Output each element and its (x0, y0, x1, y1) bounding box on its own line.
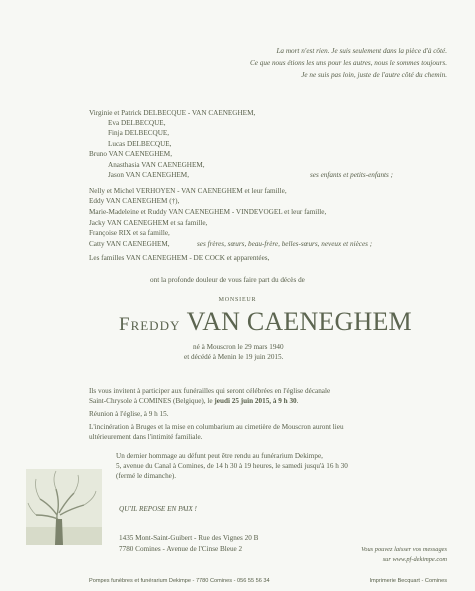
messages-link[interactable]: sur www.pf-dekimpe.com (382, 556, 447, 563)
footer-funeral-home: Pompes funèbres et funérarium Dekimpe - 7780 Comines - 056 55 56 34 (89, 578, 270, 584)
cremation-text: L'incinération à Bruges et la mise en columbarium au cimetière de Mouscron auront lieu (89, 423, 344, 431)
visitation-text: 5, avenue du Canal à Comines, de 14 h 30 à 19 heures, le samedi jusqu'à 16 h 30 (116, 462, 348, 470)
messages-text: Vous pouvez laisser vos messages (361, 546, 447, 553)
honorific: MONSIEUR (218, 297, 257, 303)
family-line: Finja DELBECQUE, (108, 129, 170, 137)
announcement: ont la profonde douleur de vous faire part du décès de (150, 276, 305, 284)
family-line: Jason VAN CAENEGHEM, (108, 171, 189, 179)
visitation-text: Un dernier hommage au défunt peut être rendu au funérarium Dekimpe, (116, 452, 323, 460)
poem-line: Je ne suis pas loin, juste de l'autre côté du chemin. (301, 71, 447, 79)
funeral-text: . (296, 397, 299, 405)
family-note: ses frères, sœurs, beau-frère, belles-sœurs, neveux et nièces ; (197, 240, 373, 248)
funeral-date: jeudi 25 juin 2015, à 9 h 30 (214, 397, 297, 405)
family-line: Les familles VAN CAENEGHEM - DE COCK et apparentées, (89, 254, 270, 262)
footer-printer: Imprimerie Becquart - Comines (369, 578, 447, 584)
poem-line: La mort n'est rien. Je suis seulement dans la pièce d'à côté. (276, 47, 447, 55)
family-line: Marie-Madeleine et Ruddy VAN CAENEGHEM - VINDEVOGEL et leur famille, (89, 208, 327, 216)
tree-icon (26, 469, 102, 545)
birth-date: né à Mouscron le 29 mars 1940 (193, 343, 284, 351)
cremation-text: ultérieurement dans l'intimité familiale. (89, 433, 203, 441)
visitation-text: (fermé le dimanche). (116, 472, 177, 480)
family-line: Virginie et Patrick DELBECQUE - VAN CAENEGHEM, (89, 109, 256, 117)
death-date: et décédé à Menin le 19 juin 2015. (184, 353, 284, 361)
gathering-time: Réunion à l'église, à 9 h 15. (89, 410, 169, 418)
family-line: Jacky VAN CAENEGHEM et sa famille, (89, 219, 208, 227)
family-line: Françoise RIX et sa famille, (89, 229, 170, 237)
family-line: Anasthasia VAN CAENEGHEM, (108, 161, 205, 169)
willow-tree-photo (26, 469, 102, 545)
family-line: Lucas DELBECQUE, (108, 140, 172, 148)
poem-line: Ce que nous étions les uns pour les autres, nous le sommes toujours. (250, 59, 447, 67)
funeral-date-line (89, 397, 298, 406)
family-line: Bruno VAN CAENEGHEM, (89, 150, 172, 158)
address-line: 7780 Comines - Avenue de l'Cinse Bleue 2 (119, 545, 243, 553)
family-line: Nelly et Michel VERHOYEN - VAN CAENEGHEM et leur famille, (89, 187, 287, 195)
first-name: Freddy (119, 314, 181, 335)
funeral-text: Ils vous invitent à participer aux funérailles qui seront célébrées en l'église décanale (89, 387, 331, 395)
last-name: VAN CAENEGHEM (186, 307, 412, 336)
rest-in-peace: QU'IL REPOSE EN PAIX ! (119, 505, 197, 513)
funeral-text: Saint-Chrysole à COMINES (Belgique), le (89, 397, 215, 405)
deceased-name (119, 309, 412, 338)
family-note: ses enfants et petits-enfants ; (310, 171, 394, 179)
address-line: 1435 Mont-Saint-Guibert - Rue des Vignes 20 B (119, 534, 259, 542)
family-line: Catty VAN CAENEGHEM, (89, 240, 170, 248)
family-line: Eddy VAN CAENEGHEM (†), (89, 197, 180, 205)
family-line: Eva DELBECQUE, (108, 119, 166, 127)
